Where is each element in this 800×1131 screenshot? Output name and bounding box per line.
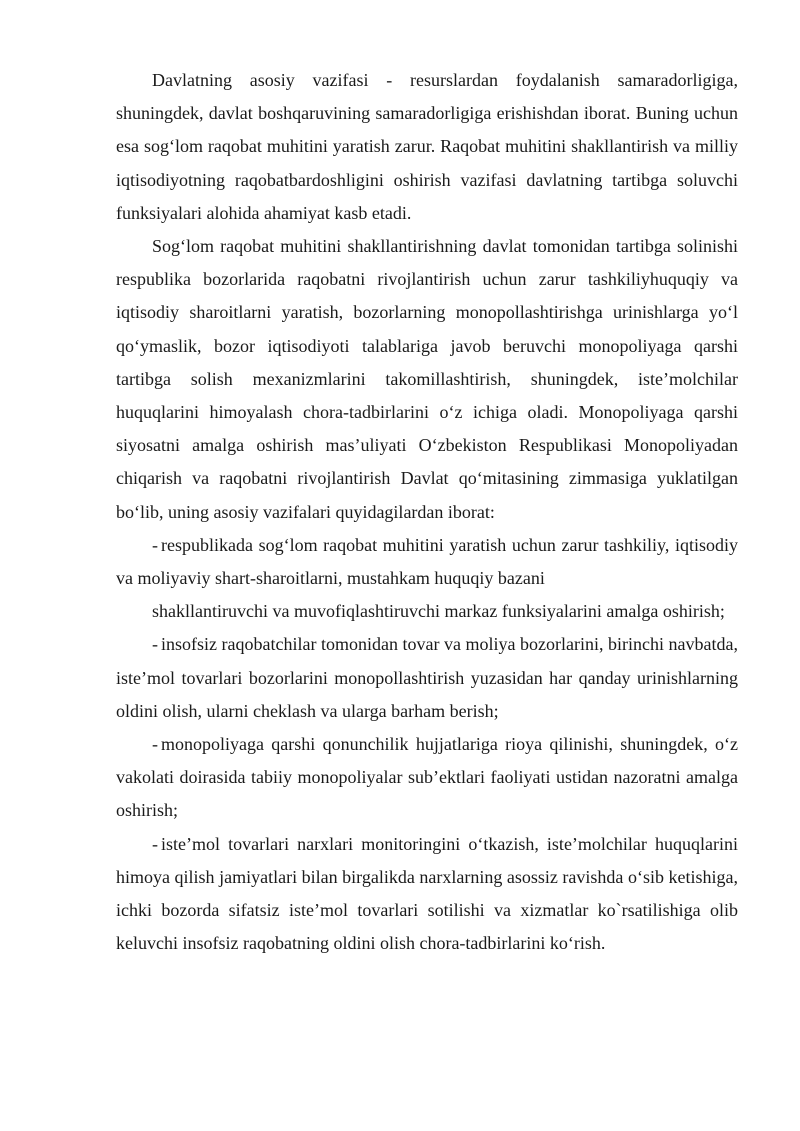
list-item-continuation xyxy=(116,595,738,628)
bullet-dash: - xyxy=(152,534,158,555)
bullet-dash: - xyxy=(152,634,158,655)
list-item xyxy=(116,828,738,961)
bullet-dash: - xyxy=(152,833,158,854)
list-item xyxy=(116,529,738,595)
list-item-text: shakllantiruvchi va muvofiqlashtiruvchi markaz funksiyalarini amalga oshirish; xyxy=(152,601,725,622)
document-page xyxy=(116,64,738,960)
paragraph: Davlatning asosiy vazifasi - resurslardan foydalanish samaradorligiga, shuningdek, davlat boshqaruvining samaradorligiga erishishdan iborat. Buning uchun esa sog‘lom raqobat muhitini yaratish zarur. Raqobat muhitini shakllantirish va milliy iqtisodiyotning raqobatbardoshligini oshirish vazifasi davlatning tartibga soluvchi funksiyalari alohida ahamiyat kasb etadi. xyxy=(116,70,738,223)
list-item xyxy=(116,628,738,728)
bullet-dash: - xyxy=(152,734,158,755)
list-item-text: respublikada sog‘lom raqobat muhitini yaratish uchun zarur tashkiliy, iqtisodiy va moliyaviy shart-sharoitlarni, mustahkam huquqiy bazani xyxy=(116,534,738,589)
list-item xyxy=(116,728,738,828)
list-item-text: iste’mol tovarlari narxlari monitoringini o‘tkazish, iste’molchilar huquqlarini himoya qilish jamiyatlari bilan birgalikda narxlarning asossiz ravishda o‘sib ketishiga, ichki bozorda sifatsiz iste’mol tovarlari sotilishi va xizmatlar ko`rsatilishiga olib keluvchi insofsiz raqobatning oldini olish chora-tadbirlarini ko‘rish. xyxy=(116,833,738,954)
list-item-text: monopoliyaga qarshi qonunchilik hujjatlariga rioya qilinishi, shuningdek, o‘z vakolati doirasida tabiiy monopoliyalar sub’ektlari faoliyati ustidan nazoratni amalga oshirish; xyxy=(116,734,738,821)
list-item-text: insofsiz raqobatchilar tomonidan tovar va moliya bozorlarini, birinchi navbatda, iste’mol tovarlari bozorlarini monopollashtirish yuzasidan har qanday urinishlarning oldini olish, ularni cheklash va ularga barham berish; xyxy=(116,634,738,721)
paragraph: Sog‘lom raqobat muhitini shakllantirishning davlat tomonidan tartibga solinishi respublika bozorlarida raqobatni rivojlantirish uchun zarur tashkiliyhuquqiy va iqtisodiy sharoitlarni yaratish, bozorlarning monopollashtirishga urinishlarga yo‘l qo‘ymaslik, bozor iqtisodiyoti talablariga javob beruvchi monopoliyaga qarshi tartibga solish mexanizmlarini takomillashtirish, shuningdek, iste’molchilar huquqlarini himoyalash chora-tadbirlarini o‘z ichiga oladi. Monopoliyaga qarshi siyosatni amalga oshirish mas’uliyati O‘zbekiston Respublikasi Monopoliyadan chiqarish va raqobatni rivojlantirish Davlat qo‘mitasining zimmasiga yuklatilgan bo‘lib, uning asosiy vazifalari quyidagilardan iborat: xyxy=(116,236,738,522)
